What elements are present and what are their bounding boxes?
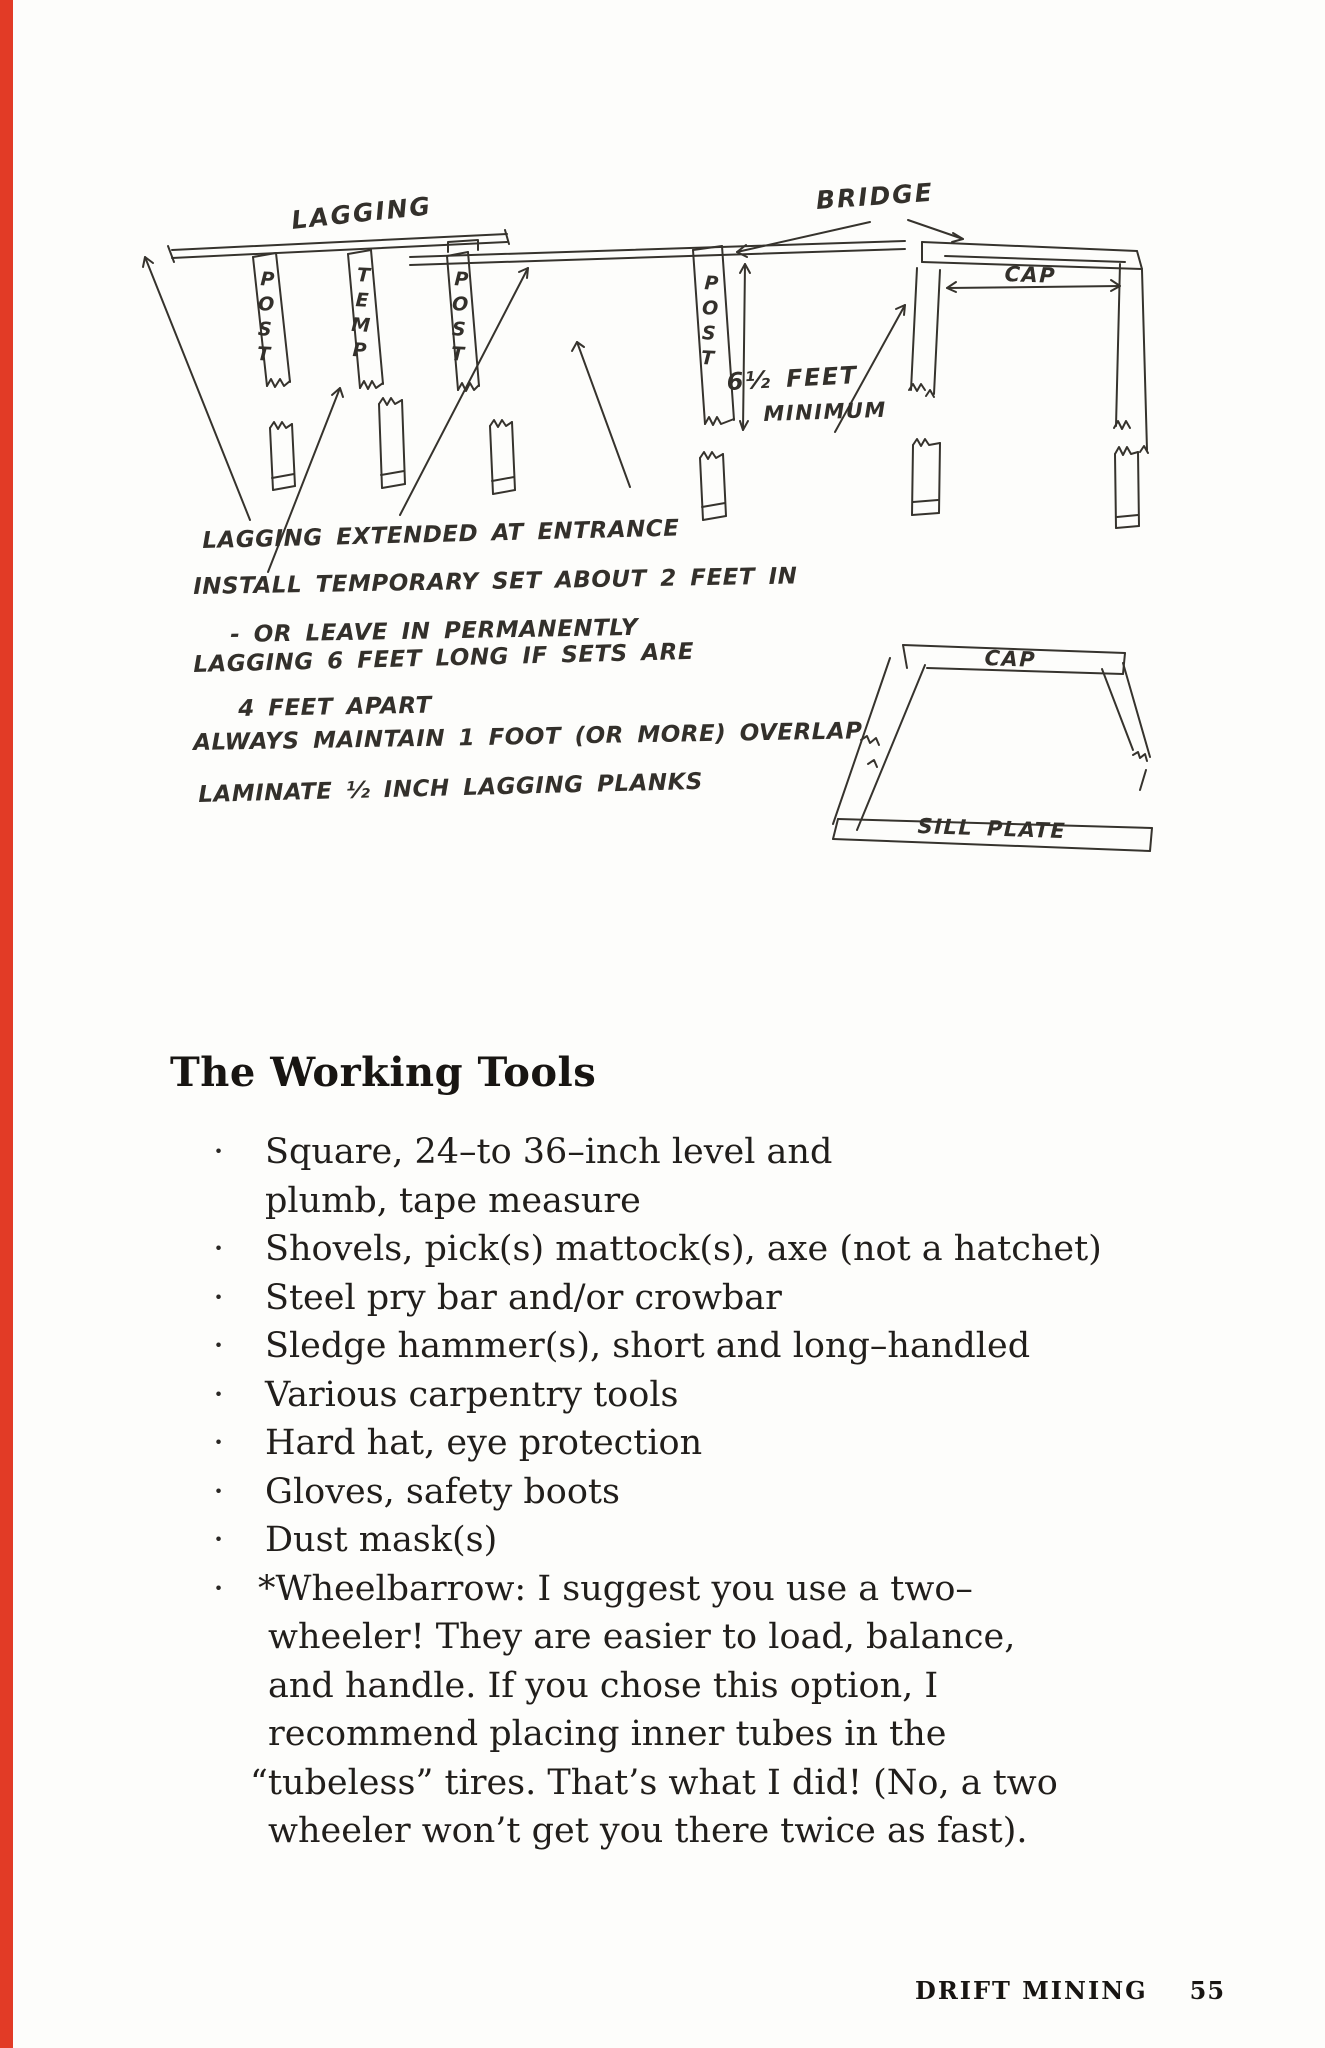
list-item-text: plumb, tape measure (265, 1180, 641, 1221)
list-item-text: Steel pry bar and/or crowbar (265, 1277, 782, 1318)
page-footer (915, 1976, 1225, 2005)
running-head-book-title: DRIFT MINING (915, 1976, 1148, 2005)
note-leave-permanently: - OR LEAVE IN PERMANENTLY (230, 614, 639, 648)
note-feet-apart: 4 FEET APART (238, 692, 432, 722)
list-item-line (0, 1371, 1325, 1420)
bullet-icon: · (213, 1423, 225, 1463)
list-item-line (0, 1516, 1325, 1565)
note-overlap: ALWAYS MAINTAIN 1 FOOT (OR MORE) OVERLAP (193, 718, 863, 756)
list-item-text: recommend placing inner tubes in the (268, 1714, 947, 1754)
list-item-text: Sledge hammer(s), short and long–handled (265, 1326, 1031, 1366)
list-item-line (0, 1710, 1325, 1759)
list-item-text: and handle. If you chose this option, I (268, 1665, 939, 1706)
bullet-icon: · (213, 1520, 225, 1560)
list-item-text: Shovels, pick(s) mattock(s), axe (not a hatchet) (265, 1229, 1102, 1269)
list-item-text: Dust mask(s) (265, 1520, 498, 1560)
list-item-line (0, 1225, 1325, 1274)
list-item-text: Gloves, safety boots (265, 1471, 620, 1512)
list-item-text: wheeler won’t get you there twice as fast). (268, 1811, 1028, 1851)
post4-label: POST (695, 271, 723, 373)
sill-plate-label: SILL PLATE (917, 814, 1067, 844)
section-title: The Working Tools (170, 1048, 597, 1096)
list-item-text: wheeler! They are easier to load, balance, (268, 1617, 1016, 1657)
post3-label: POST (445, 267, 473, 369)
list-item-line (0, 1662, 1325, 1711)
list-item-text: “tubeless” tires. That’s what I did! (No, a two (250, 1762, 1058, 1803)
bullet-icon: · (213, 1132, 225, 1172)
list-item-line (0, 1274, 1325, 1323)
list-item-line (0, 1613, 1325, 1662)
bullet-icon: · (213, 1374, 225, 1415)
portal-cap-label: CAP (1004, 262, 1057, 288)
note-temporary-set: INSTALL TEMPORARY SET ABOUT 2 FEET IN (193, 563, 798, 600)
list-item-text: *Wheelbarrow: I suggest you use a two– (258, 1568, 973, 1609)
bullet-icon: · (213, 1471, 225, 1512)
note-lagging-length: LAGGING 6 FEET LONG IF SETS ARE (193, 638, 695, 678)
list-item-line (0, 1177, 1325, 1226)
lagging-label: LAGGING (290, 191, 434, 235)
post1-label: POST (251, 267, 279, 369)
list-item-line (0, 1565, 1325, 1614)
list-item-text: Square, 24–to 36–inch level and (265, 1132, 833, 1172)
feet-minimum-label-line2: MINIMUM (763, 397, 888, 426)
list-item-line (0, 1759, 1325, 1808)
list-item-text: Hard hat, eye protection (265, 1423, 703, 1463)
bullet-icon: · (213, 1229, 225, 1269)
feet-minimum-label-line1: 6½ FEET (726, 361, 859, 396)
list-item-line (0, 1419, 1325, 1468)
bullet-icon: · (213, 1326, 225, 1366)
list-item-line (0, 1807, 1325, 1856)
note-laminate: LAMINATE ½ INCH LAGGING PLANKS (198, 768, 704, 808)
list-item-line (0, 1128, 1325, 1177)
page-number: 55 (1189, 1976, 1226, 2005)
list-item-text: Various carpentry tools (265, 1374, 679, 1415)
temp-post-label: TEMP (347, 263, 375, 365)
bullet-icon: · (213, 1568, 225, 1609)
bridge-label: BRIDGE (815, 177, 935, 215)
list-item-line (0, 1322, 1325, 1371)
tools-list (0, 1128, 1325, 1856)
list-item-line (0, 1468, 1325, 1517)
bullet-icon: · (213, 1277, 225, 1318)
note-lagging-extended: LAGGING EXTENDED AT ENTRANCE (202, 515, 680, 554)
trapezoid-cap-label: CAP (984, 646, 1037, 672)
